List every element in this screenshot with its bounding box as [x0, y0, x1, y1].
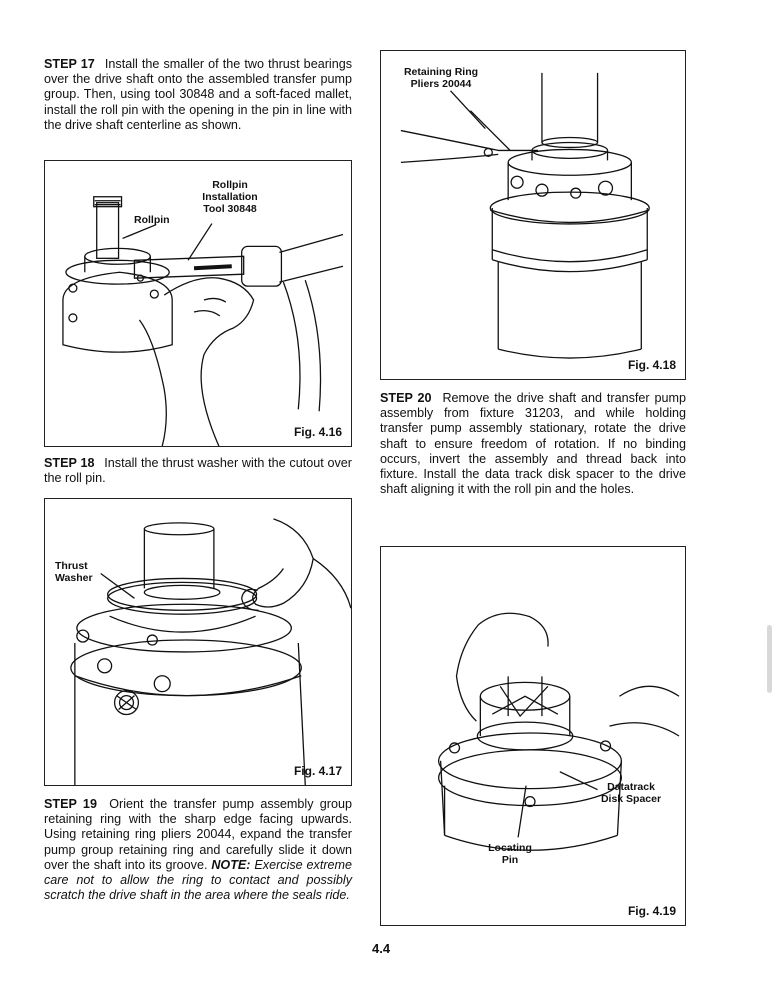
figure-number-4-19: Fig. 4.19: [627, 904, 676, 918]
step-17-paragraph: [44, 57, 352, 133]
step-17-label: STEP 17: [44, 57, 95, 71]
step-19-text: Orient the transfer pump assembly group retaining ring with the sharp edge facing upwards. Using retaining ring pliers 20044, expand the transfer pump group retaining ring and carefully slide it down over the shaft into its groove.: [44, 797, 352, 872]
figure-4-19: [380, 546, 686, 926]
step-19-note-label: NOTE:: [211, 857, 251, 872]
retaining-ring-pliers-illustration: [381, 51, 685, 379]
page-number: 4.4: [372, 941, 391, 956]
step-20-paragraph: [380, 391, 686, 497]
callout-locating-pin: Locating Pin: [488, 842, 532, 866]
figure-4-18: [380, 50, 686, 380]
step-18-label: STEP 18: [44, 456, 95, 470]
step-18-text: Install the thrust washer with the cutout over the roll pin.: [44, 456, 352, 486]
callout-retaining-ring-pliers: Retaining Ring Pliers 20044: [403, 66, 479, 90]
callout-thrust-washer: Thrust Washer: [55, 560, 93, 584]
callout-rollpin: Rollpin: [134, 214, 170, 226]
figure-number-4-16: Fig. 4.16: [293, 425, 342, 439]
datatrack-disk-spacer-illustration: [381, 547, 685, 925]
figure-4-17: [44, 498, 352, 786]
figure-4-16: [44, 160, 352, 447]
step-20-label: STEP 20: [380, 391, 432, 405]
step-19-label: STEP 19: [44, 797, 97, 811]
figure-number-4-17: Fig. 4.17: [293, 764, 342, 778]
step-19-paragraph: [44, 797, 352, 903]
callout-datatrack-disk-spacer: Datatrack Disk Spacer: [600, 781, 662, 805]
step-18-paragraph: [44, 456, 352, 486]
callout-rollpin-tool: Rollpin Installation Tool 30848: [202, 179, 258, 215]
step-20-text: Remove the drive shaft and transfer pump assembly from fixture 31203, and while holding transfer pump assembly stationary, rotate the drive shaft to ensure freedom of rotation. If no binding occurs, invert the assembly and thread back into fixture. Install the data track disk spacer to the drive shaft aligning it with the roll pin and the holes.: [380, 391, 686, 497]
step-19-note-text: Exercise extreme care not to allow the ring to contact and possibly scratch the drive shaft in the area where the seals ride.: [44, 857, 353, 903]
figure-number-4-18: Fig. 4.18: [627, 358, 676, 372]
scrollbar-thumb[interactable]: [767, 625, 772, 693]
thrust-washer-illustration: [45, 499, 351, 785]
step-17-text: Install the smaller of the two thrust bearings over the drive shaft onto the assembled transfer pump group. Then, using tool 30848 and a soft-faced mallet, install the roll pin with the opening in the pin in line with the drive shaft centerline as shown.: [44, 57, 352, 132]
